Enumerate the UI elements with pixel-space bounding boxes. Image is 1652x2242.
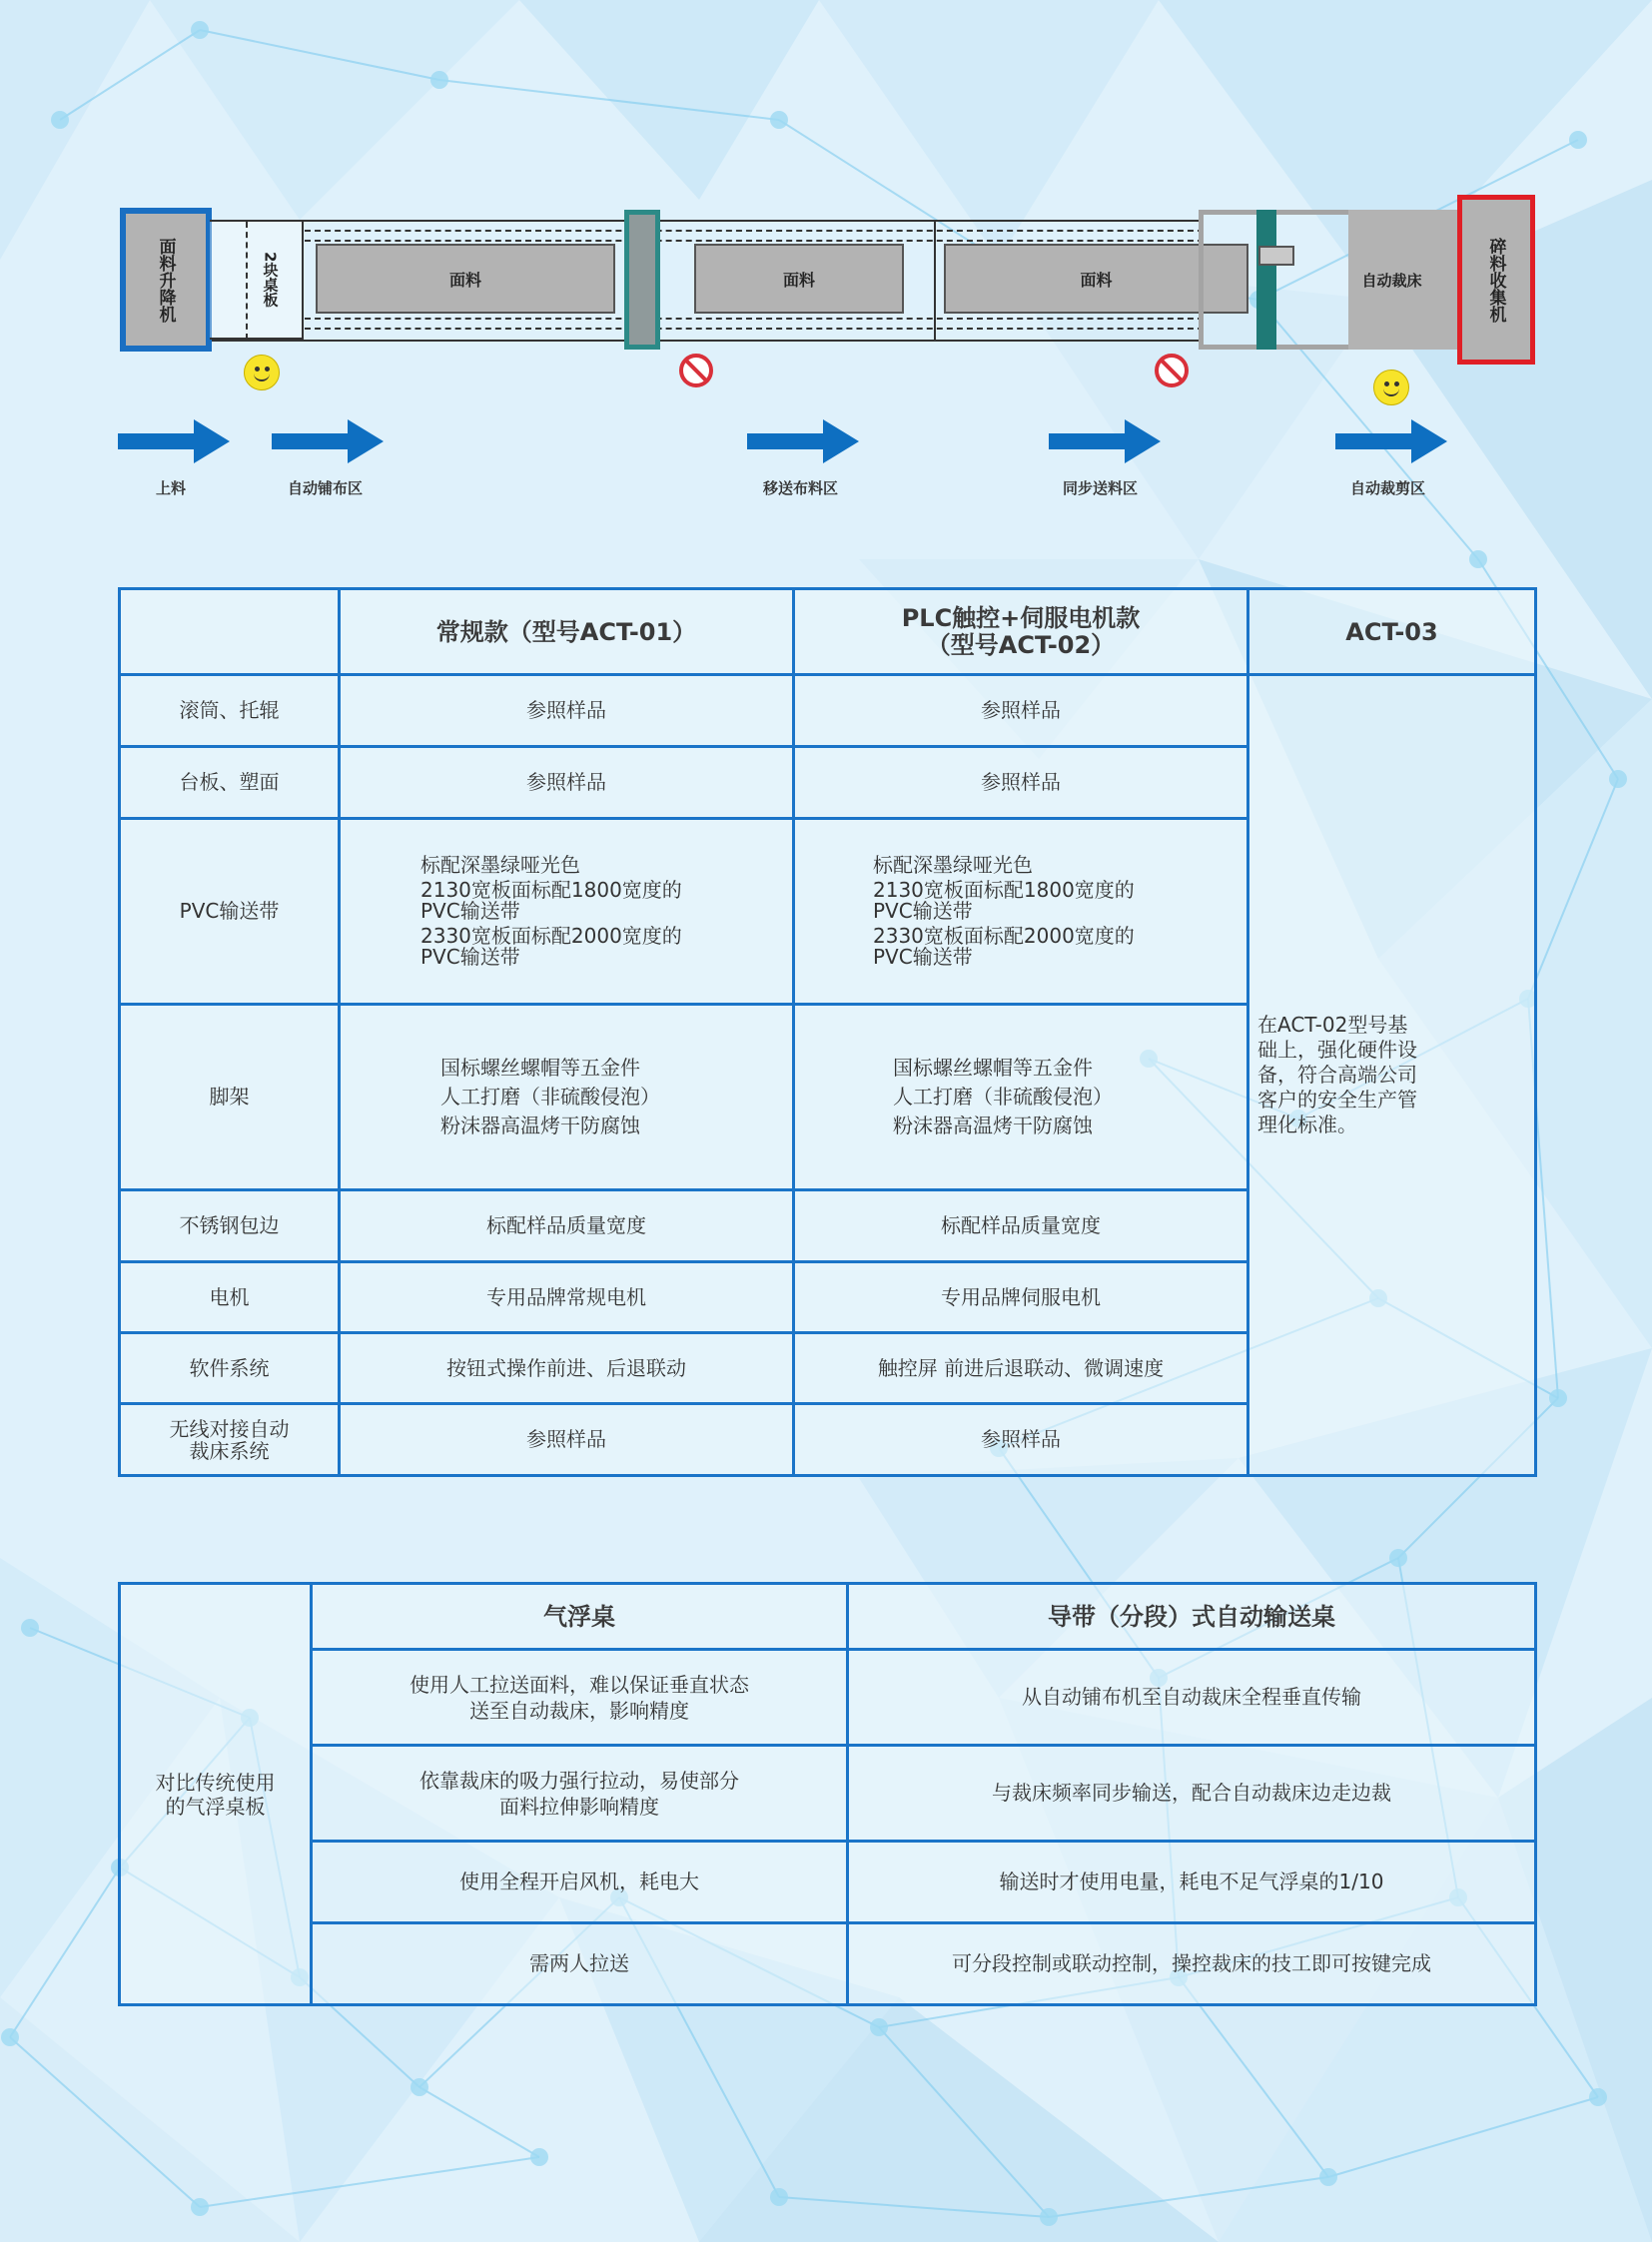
act02-cell: 参照样品 — [794, 1404, 1248, 1476]
arrow-right-icon — [272, 419, 384, 463]
cell-line: 2330宽板面标配2000宽度的 PVC输送带 — [420, 924, 682, 969]
cell-line: 人工打磨（非硫酸侵泡） — [893, 1085, 1113, 1109]
act01-cell: 参照样品 — [340, 1404, 794, 1476]
auto-cutter-body — [1348, 210, 1463, 350]
row-label: 脚架 — [120, 1005, 340, 1190]
act01-cell: 标配样品质量宽度 — [340, 1190, 794, 1262]
cell-line: 人工打磨（非硫酸侵泡） — [440, 1085, 660, 1109]
cell-line: 国标螺丝螺帽等五金件 — [440, 1056, 640, 1080]
table-row — [120, 1650, 1536, 1746]
cell-line: 标配深墨绿哑光色 — [873, 853, 1033, 877]
act02-cell: 专用品牌伺服电机 — [794, 1262, 1248, 1333]
two-panel-table-label: 2块桌板 — [261, 252, 280, 308]
arrow-right-icon — [1049, 419, 1161, 463]
fabric-lift-label: 面料升降机 — [155, 237, 176, 323]
arrow-right-icon — [118, 419, 230, 463]
act03-note: 在ACT-02型号基 础上，强化硬件设 备，符合高端公司 客户的安全生产管 理化标准。 — [1248, 675, 1536, 1476]
fabric-label: 面料 — [1080, 270, 1113, 290]
belt-table-cell: 从自动铺布机至自动裁床全程垂直传输 — [848, 1650, 1536, 1746]
spec-header-act01: 常规款（型号ACT-01） — [340, 589, 794, 675]
row-label: 电机 — [120, 1262, 340, 1333]
fabric-lift — [120, 208, 212, 352]
section-divider — [934, 220, 936, 340]
spec-header-row — [120, 589, 1536, 675]
air-table-cell: 使用全程开启风机，耗电大 — [312, 1842, 848, 1923]
air-table-cell: 依靠裁床的吸力强行拉动，易使部分 面料拉伸影响精度 — [312, 1746, 848, 1842]
no-entry-icon — [1155, 354, 1189, 387]
cell-line: 粉沫器高温烤干防腐蚀 — [893, 1114, 1093, 1137]
act02-cell: 参照样品 — [794, 675, 1248, 747]
comparison-table — [118, 1582, 1537, 2006]
act01-cell: 专用品牌常规电机 — [340, 1262, 794, 1333]
act01-cell: 按钮式操作前进、后退联动 — [340, 1333, 794, 1404]
spec-header-act03: ACT-03 — [1248, 589, 1536, 675]
auto-cutter-label: 自动裁床 — [1361, 271, 1422, 290]
conveyor-rail-bottom — [210, 340, 1204, 342]
act01-cell — [340, 819, 794, 1005]
belt-table-cell: 可分段控制或联动控制，操控裁床的技工即可按键完成 — [848, 1923, 1536, 2005]
spec-header-act02: PLC触控+伺服电机款 （型号ACT-02） — [794, 589, 1248, 675]
table-row — [120, 675, 1536, 747]
act01-cell: 参照样品 — [340, 675, 794, 747]
row-label: 不锈钢包边 — [120, 1190, 340, 1262]
spec-header-empty — [120, 589, 340, 675]
no-entry-icon — [679, 354, 713, 387]
fabric-block — [316, 244, 615, 314]
fabric-block — [694, 244, 904, 314]
two-panel-table — [210, 220, 304, 340]
step-label-sync-feed: 同步送料区 — [1063, 479, 1139, 497]
air-table-cell: 需两人拉送 — [312, 1923, 848, 2005]
comparison-header-belt-table: 导带（分段）式自动输送桌 — [848, 1584, 1536, 1650]
air-table-cell: 使用人工拉送面料，难以保证垂直状态 送至自动裁床，影响精度 — [312, 1650, 848, 1746]
table-row — [120, 1842, 1536, 1923]
cell-line: 2130宽板面标配1800宽度的 PVC输送带 — [873, 878, 1135, 923]
table-row — [120, 1746, 1536, 1842]
belt-line — [305, 318, 1204, 320]
table-split-line — [246, 222, 248, 340]
table-row — [120, 1923, 1536, 2005]
comparison-header-row — [120, 1584, 1536, 1650]
row-label: 无线对接自动 裁床系统 — [120, 1404, 340, 1476]
fabric-label: 面料 — [782, 270, 815, 290]
act02-cell: 触控屏 前进后退联动、微调速度 — [794, 1333, 1248, 1404]
cell-line: 国标螺丝螺帽等五金件 — [893, 1056, 1093, 1080]
row-label: 软件系统 — [120, 1333, 340, 1404]
conveyor-rail-top — [210, 220, 1204, 222]
row-label: PVC输送带 — [120, 819, 340, 1005]
comparison-header-air-table: 气浮桌 — [312, 1584, 848, 1650]
belt-line — [305, 328, 1204, 330]
step-label-loading: 上料 — [156, 479, 187, 497]
cell-line: 2330宽板面标配2000宽度的 PVC输送带 — [873, 924, 1135, 969]
belt-line — [305, 240, 1204, 242]
cutter-head — [1256, 210, 1276, 350]
scrap-collector-label: 碎料收集机 — [1485, 237, 1506, 323]
row-label: 台板、塑面 — [120, 747, 340, 819]
cutter-clamp — [1258, 246, 1294, 266]
belt-table-cell: 与裁床频率同步输送，配合自动裁床边走边裁 — [848, 1746, 1536, 1842]
comparison-row-label: 对比传统使用 的气浮桌板 — [120, 1584, 312, 2005]
smile-icon — [244, 355, 280, 390]
belt-table-cell: 输送时才使用电量，耗电不足气浮桌的1/10 — [848, 1842, 1536, 1923]
fabric-label: 面料 — [448, 270, 481, 290]
cell-line: 2130宽板面标配1800宽度的 PVC输送带 — [420, 878, 682, 923]
step-label-transfer: 移送布料区 — [763, 479, 839, 497]
step-label-auto-cutting: 自动裁剪区 — [1350, 479, 1426, 497]
act02-cell — [794, 819, 1248, 1005]
act02-cell: 参照样品 — [794, 747, 1248, 819]
spec-table — [118, 587, 1537, 1477]
act01-cell — [340, 1005, 794, 1190]
cell-line: 标配深墨绿哑光色 — [420, 853, 580, 877]
row-label: 滚筒、托辊 — [120, 675, 340, 747]
cell-line: 粉沫器高温烤干防腐蚀 — [440, 1114, 640, 1137]
transfer-roller — [624, 210, 660, 350]
smile-icon — [1373, 370, 1409, 405]
scrap-collector — [1457, 195, 1535, 365]
act02-cell — [794, 1005, 1248, 1190]
arrow-right-icon — [1335, 419, 1447, 463]
act01-cell: 参照样品 — [340, 747, 794, 819]
step-label-auto-spreading: 自动铺布区 — [288, 479, 364, 497]
arrow-right-icon — [747, 419, 859, 463]
belt-line — [305, 230, 1204, 232]
act02-cell: 标配样品质量宽度 — [794, 1190, 1248, 1262]
